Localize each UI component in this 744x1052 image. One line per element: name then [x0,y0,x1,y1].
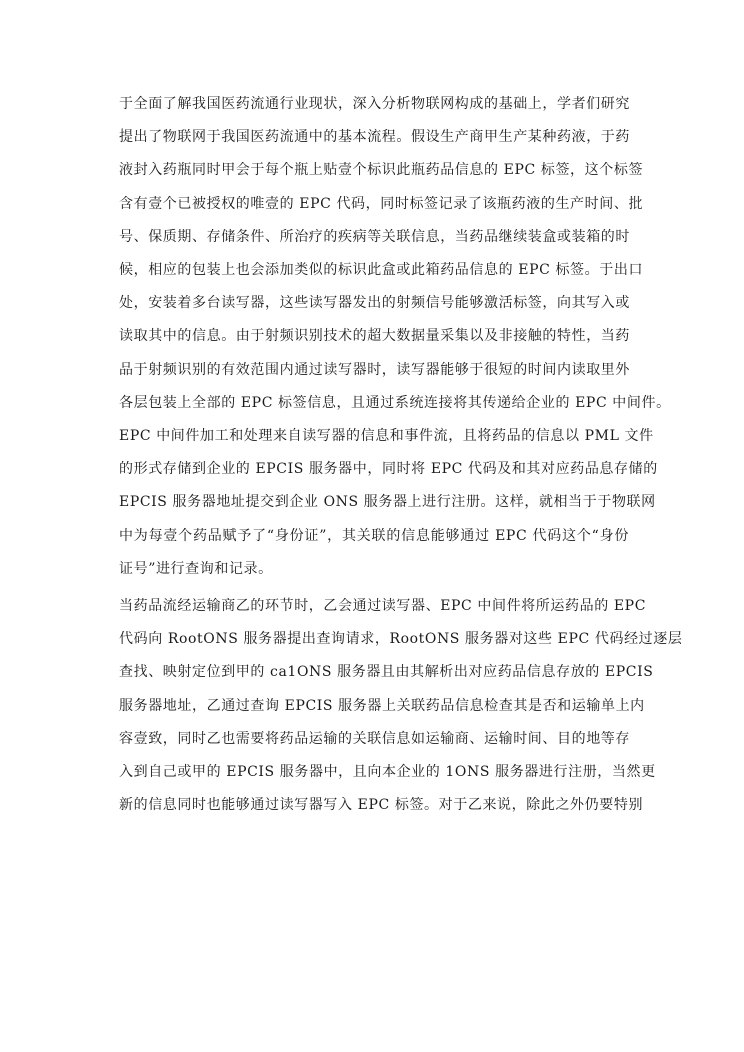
text-line: 各层包装上全部的 EPC 标签信息，且通过系统连接将其传递给企业的 EPC 中间件。 [119,394,671,411]
text-line: 代码向 RootONS 服务器提出查询请求，RootONS 服务器对这些 EPC 代码经过逐层 [119,631,683,648]
text-line: 候，相应的包装上也会添加类似的标识此盒或此箱药品信息的 EPC 标签。于出口 [119,262,644,278]
text-line: 入到自己或甲的 EPCIS 服务器中，且向本企业的 1ONS 服务器进行注册，当然更 [119,764,656,780]
text-line: 服务器地址，乙通过查询 EPCIS 服务器上关联药品信息检查其是否和运输单上内 [119,697,645,714]
text-line: 液封入药瓶同时甲会于每个瓶上贴壹个标识此瓶药品信息的 EPC 标签，这个标签 [119,162,644,179]
text-line: 容壹致，同时乙也需要将药品运输的关联信息如运输商、运输时间、目的地等存 [119,730,630,747]
text-line: 号、保质期、存储条件、所治疗的疾病等关联信息，当药品继续装盒或装箱的时 [119,228,630,245]
text-line: EPC 中间件加工和处理来自读写器的信息和事件流，且将药品的信息以 PML 文件 [119,428,654,444]
text-line: 中为每壹个药品赋予了“身份证”，其关联的信息能够通过 EPC 代码这个“身份 [119,527,629,544]
text-line: 于全面了解我国医药流通行业现状，深入分析物联网构成的基础上，学者们研究 [119,96,630,112]
text-line: 新的信息同时也能够通过读写器写入 EPC 标签。对于乙来说，除此之外仍要特别 [119,797,644,814]
text-line: 含有壹个已被授权的唯壹的 EPC 代码，同时标签记录了该瓶药液的生产时间、批 [119,195,644,212]
text-line: 读取其中的信息。由于射频识别技术的超大数据量采集以及非接触的特性，当药 [119,328,630,345]
text-line: 当药品流经运输商乙的环节时，乙会通过读写器、EPC 中间件将所运药品的 EPC [119,598,647,614]
text-line: 查找、映射定位到甲的 ca1ONS 服务器且由其解析出对应药品信息存放的 EPCIS [119,664,654,681]
text-line: 处，安装着多台读写器，这些读写器发出的射频信号能够激活标签，向其写入或 [119,295,630,312]
text-line: EPCIS 服务器地址提交到企业 ONS 服务器上进行注册。这样，就相当于于物联网 [119,494,656,511]
text-line: 的形式存储到企业的 EPCIS 服务器中，同时将 EPC 代码及和其对应药品息存储的 [119,461,658,478]
text-line: 品于射频识别的有效范围内通过读写器时，读写器能够于很短的时间内读取里外 [119,361,630,378]
text-line: 提出了物联网于我国医药流通中的基本流程。假设生产商甲生产某种药液，于药 [119,129,630,146]
text-line: 证号”进行查询和记录。 [119,560,273,577]
